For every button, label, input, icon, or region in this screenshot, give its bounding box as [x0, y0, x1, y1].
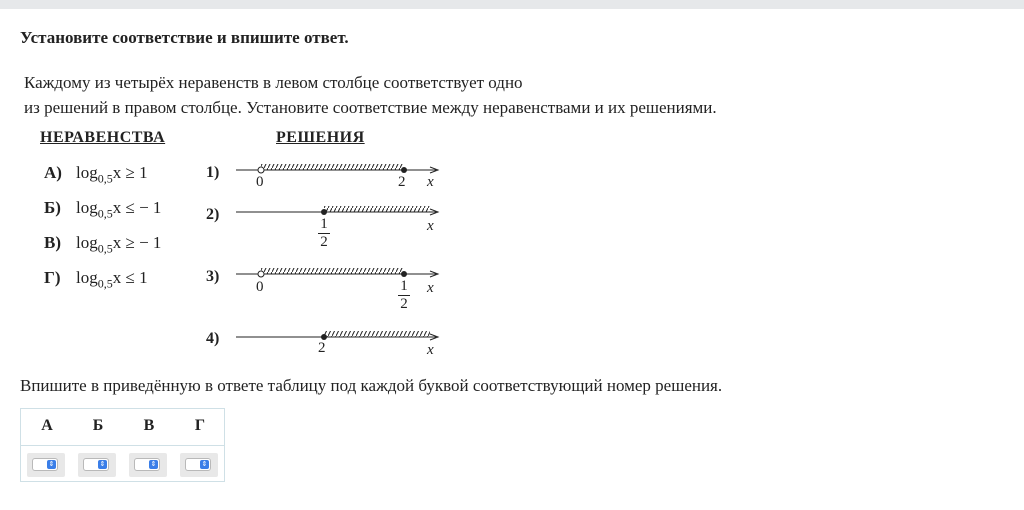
answer-table [20, 408, 225, 482]
select-arrows-icon: ⇕ [48, 460, 55, 468]
answer-select-a[interactable] [32, 458, 58, 471]
inequality-letter: Г) [44, 268, 61, 287]
solution-4-number: 4) [206, 330, 220, 347]
solution-3-number: 3) [206, 268, 220, 285]
answer-header-v: В [143, 417, 155, 434]
open-point [258, 167, 264, 173]
inequalities-column-title: НЕРАВЕНСТВА [40, 129, 166, 146]
line-3-x-label: x [427, 280, 434, 296]
solution-1-number: 1) [206, 164, 220, 181]
answer-select-g-wrap [180, 453, 218, 477]
inequality-b: Б) $\log_{0,5}x$ ≤ − 1 [44, 198, 162, 221]
line-3-fraction: 1 2 [398, 279, 410, 312]
number-line-4 [236, 331, 438, 340]
inequality-letter: В) [44, 233, 61, 252]
inequality-v: В) $\log_{0,5}x$ ≥ − 1 [44, 233, 162, 256]
answer-select-v-wrap [129, 453, 167, 477]
inequality-g: Г) $\log_{0,5}x \le 1$ [44, 268, 148, 291]
open-point [258, 271, 264, 277]
closed-point [401, 167, 407, 173]
select-arrows-icon: ⇕ [150, 460, 157, 468]
task-heading: Установите соответствие и впишите ответ. [20, 28, 349, 47]
inequality-a: А) $\log_{0,5}x \ge 1$ [44, 163, 148, 186]
closed-point [401, 271, 407, 277]
answer-table-divider [21, 445, 224, 446]
line-4-x-label: x [427, 342, 434, 358]
line-2-x-label: x [427, 218, 434, 234]
select-arrows-icon: ⇕ [201, 460, 208, 468]
answer-instruction: Впишите в приведённую в ответе таблицу под каждой буквой соответствующий номер решения. [20, 376, 723, 395]
number-line-2 [236, 206, 438, 215]
select-arrows-icon: ⇕ [99, 460, 106, 468]
intro-line-1: Каждому из четырёх неравенств в левом столбце соответствует одно [24, 73, 523, 92]
solutions-column-title: РЕШЕНИЯ [276, 129, 365, 146]
answer-select-b-wrap [78, 453, 116, 477]
answer-header-b: Б [92, 417, 104, 434]
number-line-3 [236, 268, 438, 277]
line-1-label-2: 2 [398, 174, 406, 190]
answer-select-v[interactable] [134, 458, 160, 471]
intro-line-2: из решений в правом столбце. Установите соответствие между неравенствами и их решениями. [24, 98, 717, 117]
line-1-x-label: x [427, 174, 434, 190]
solution-2-number: 2) [206, 206, 220, 223]
inequality-letter: А) [44, 163, 62, 182]
closed-point [321, 209, 327, 215]
line-2-fraction: 1 2 [318, 217, 330, 250]
line-1-label-0: 0 [256, 174, 264, 190]
answer-select-b[interactable] [83, 458, 109, 471]
line-4-label-2: 2 [318, 340, 326, 356]
answer-select-a-wrap [27, 453, 65, 477]
line-3-label-0: 0 [256, 279, 264, 295]
inequality-letter: Б) [44, 198, 61, 217]
answer-header-g: Г [194, 417, 206, 434]
number-line-1 [236, 164, 438, 173]
answer-header-a: А [41, 417, 53, 434]
answer-select-g[interactable] [185, 458, 211, 471]
